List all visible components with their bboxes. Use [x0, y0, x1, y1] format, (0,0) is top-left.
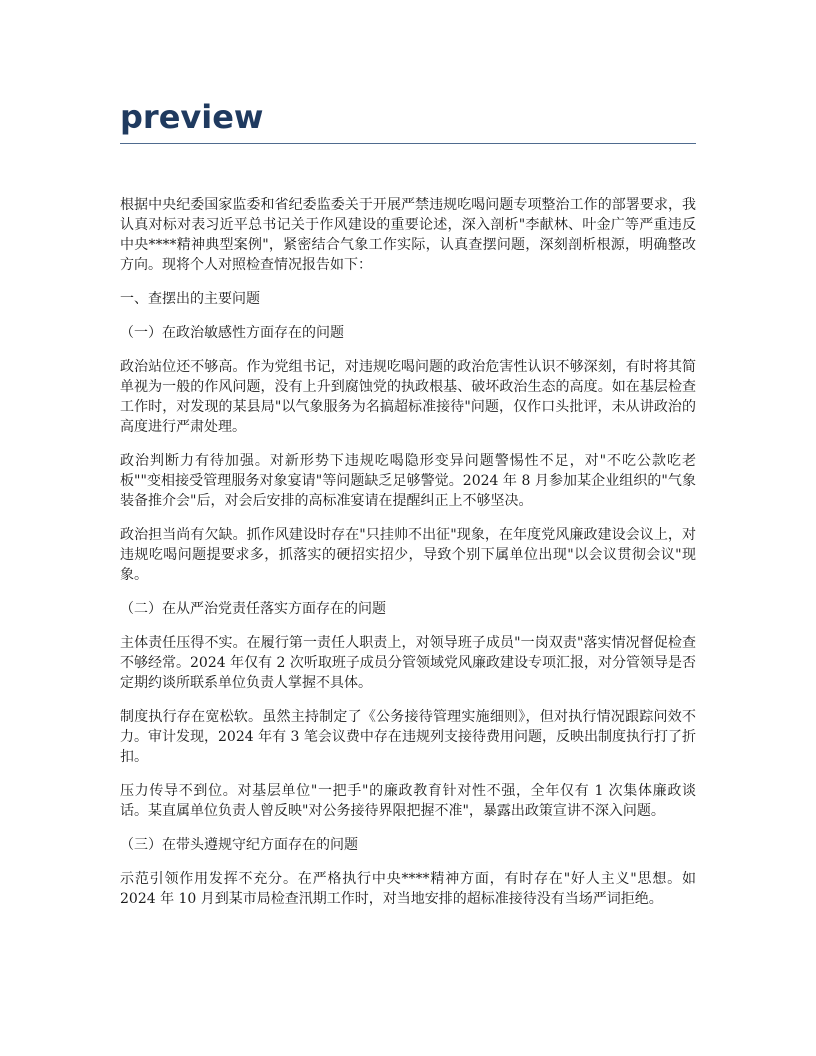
title-divider: [120, 143, 696, 144]
body-paragraph: 政治担当尚有欠缺。抓作风建设时存在"只挂帅不出征"现象，在年度党风廉政建设会议上，对违规吃喝问题提要求多，抓落实的硬招实招少，导致个别下属单位出现"以会议贯彻会议"现象。: [120, 527, 696, 583]
subsection-heading-1: （一）在政治敏感性方面存在的问题: [120, 325, 344, 341]
section-heading-1: 一、查摆出的主要问题: [120, 291, 260, 307]
body-paragraph: 主体责任压得不实。在履行第一责任人职责上，对领导班子成员"一岗双责"落实情况督促检查不够经常。2024 年仅有 2 次听取班子成员分管领域党风廉政建设专项汇报，对分管领导是否定期约谈所联系单位负责人掌握不具体。: [120, 635, 696, 691]
body-paragraph: 制度执行存在宽松软。虽然主持制定了《公务接待管理实施细则》，但对执行情况跟踪问效不力。审计发现，2024 年有 3 笔会议费中存在违规列支接待费用问题，反映出制度执行打了折扣。: [120, 709, 696, 765]
body-paragraph: 压力传导不到位。对基层单位"一把手"的廉政教育针对性不强，全年仅有 1 次集体廉政谈话。某直属单位负责人曾反映"对公务接待界限把握不准"，暴露出政策宣讲不深入问题。: [120, 783, 696, 819]
document-title: preview: [120, 98, 264, 136]
intro-paragraph: 根据中央纪委国家监委和省纪委监委关于开展严禁违规吃喝问题专项整治工作的部署要求，我认真对标对表习近平总书记关于作风建设的重要论述，深入剖析"李献林、叶金广等严重违反中央****精神典型案例"，紧密结合气象工作实际，认真查摆问题，深刻剖析根源，明确整改方向。现将个人对照检查情况报告如下：: [120, 197, 696, 273]
subsection-heading-2: （二）在从严治党责任落实方面存在的问题: [120, 601, 386, 617]
body-paragraph: 示范引领作用发挥不充分。在严格执行中央****精神方面，有时存在"好人主义"思想。如 2024 年 10 月到某市局检查汛期工作时，对当地安排的超标准接待没有当场严词拒绝。: [120, 871, 696, 907]
body-paragraph: 政治判断力有待加强。对新形势下违规吃喝隐形变异问题警惕性不足，对"不吃公款吃老板""变相接受管理服务对象宴请"等问题缺乏足够警觉。2024 年 8 月参加某企业组织的"气象装备推介会"后，对会后安排的高标准宴请在提醒纠正上不够坚决。: [120, 453, 696, 509]
subsection-heading-3: （三）在带头遵规守纪方面存在的问题: [120, 837, 358, 853]
body-paragraph: 政治站位还不够高。作为党组书记，对违规吃喝问题的政治危害性认识不够深刻，有时将其简单视为一般的作风问题，没有上升到腐蚀党的执政根基、破坏政治生态的高度。如在基层检查工作时，对发现的某县局"以气象服务为名搞超标准接待"问题，仅作口头批评，未从讲政治的高度进行严肃处理。: [120, 359, 696, 435]
document-body: [120, 195, 696, 909]
document-page: [120, 95, 696, 923]
